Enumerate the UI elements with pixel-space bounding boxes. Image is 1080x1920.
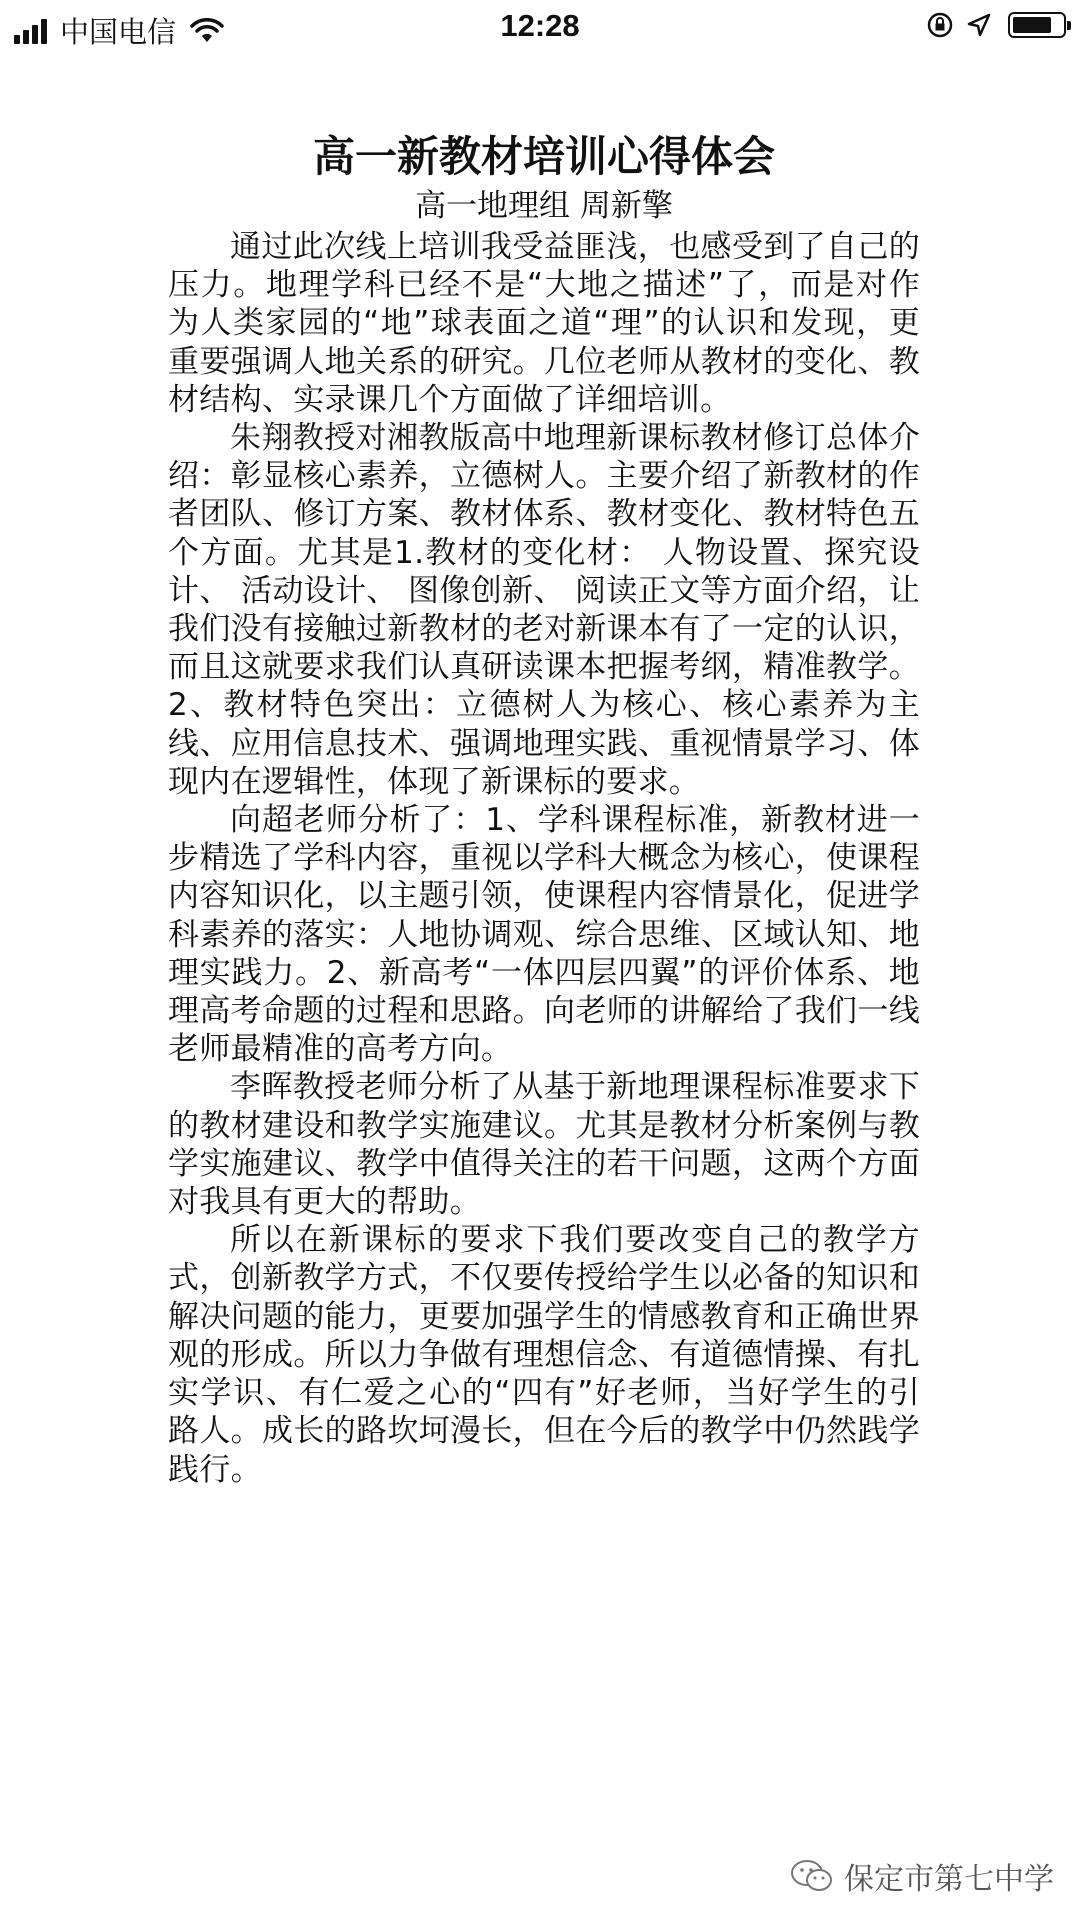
status-bar (0, 0, 1080, 58)
paragraph: 通过此次线上培训我受益匪浅，也感受到了自己的压力。地理学科已经不是“大地之描述”了，而是对作为人类家园的“地”球表面之道“理”的认识和发现，更重要强调人地关系的研究。几位老师从教材的变化、教材结构、实录课几个方面做了详细培训。 (168, 229, 920, 418)
watermark (790, 1854, 1054, 1898)
author-line: 高一地理组 周新擎 (415, 188, 673, 224)
paragraph: 李晖教授老师分析了从基于新地理课程标准要求下的教材建设和教学实施建议。尤其是教材分析案例与教学实施建议、教学中值得关注的若干问题，这两个方面对我具有更大的帮助。 (168, 1069, 920, 1221)
battery-level (1013, 17, 1051, 33)
watermark-text: 保定市第七中学 (844, 1862, 1054, 1897)
paragraph: 所以在新课标的要求下我们要改变自己的教学方式，创新教学方式，不仅要传授给学生以必备的知识和解决问题的能力，更要加强学生的情感教育和正确世界观的形成。所以力争做有理想信念、有道德情操、有扎实学识、有仁爱之心的“四有”好老师，当好学生的引路人。成长的路坎坷漫长，但在今后的教学中仍然践学践行。 (168, 1222, 920, 1488)
paragraph: 向超老师分析了：1、学科课程标准，新教材进一步精选了学科内容，重视以学科大概念为核心，使课程内容知识化，以主题引领，使课程内容情景化，促进学科素养的落实：人地协调观、综合思维、区域认知、地理实践力。2、新高考“一体四层四翼”的评价体系、地理高考命题的过程和思路。向老师的讲解给了我们一线老师最精准的高考方向。 (168, 802, 920, 1068)
carrier-label: 中国电信 (60, 17, 177, 49)
wechat-icon (790, 1858, 834, 1894)
status-time: 12:28 (500, 8, 580, 43)
page-title: 高一新教材培训心得体会 (312, 132, 775, 181)
status-right (914, 11, 1066, 39)
battery-icon (1008, 12, 1066, 38)
paragraph: 朱翔教授对湘教版高中地理新课标教材修订总体介绍：彰显核心素养，立德树人。主要介绍了新教材的作者团队、修订方案、教材体系、教材变化、教材特色五个方面。尤其是1.教材的变化材： 人物设置、探究设计、 活动设计、 图像创新、 阅读正文等方面介绍，让我们没有接触过新教材的老对新课本有了一定的认识，而且这就要求我们认真研读课本把握考纲，精准教学。2、教材特色突出：立德树人为核心、核心素养为主线、应用信息技术、强调地理实践、重视情景学习、体现内在逻辑性，体现了新课标的要求。 (168, 420, 920, 800)
document (168, 128, 920, 1489)
orientation-lock-icon (926, 11, 954, 39)
location-arrow-icon (966, 12, 992, 38)
